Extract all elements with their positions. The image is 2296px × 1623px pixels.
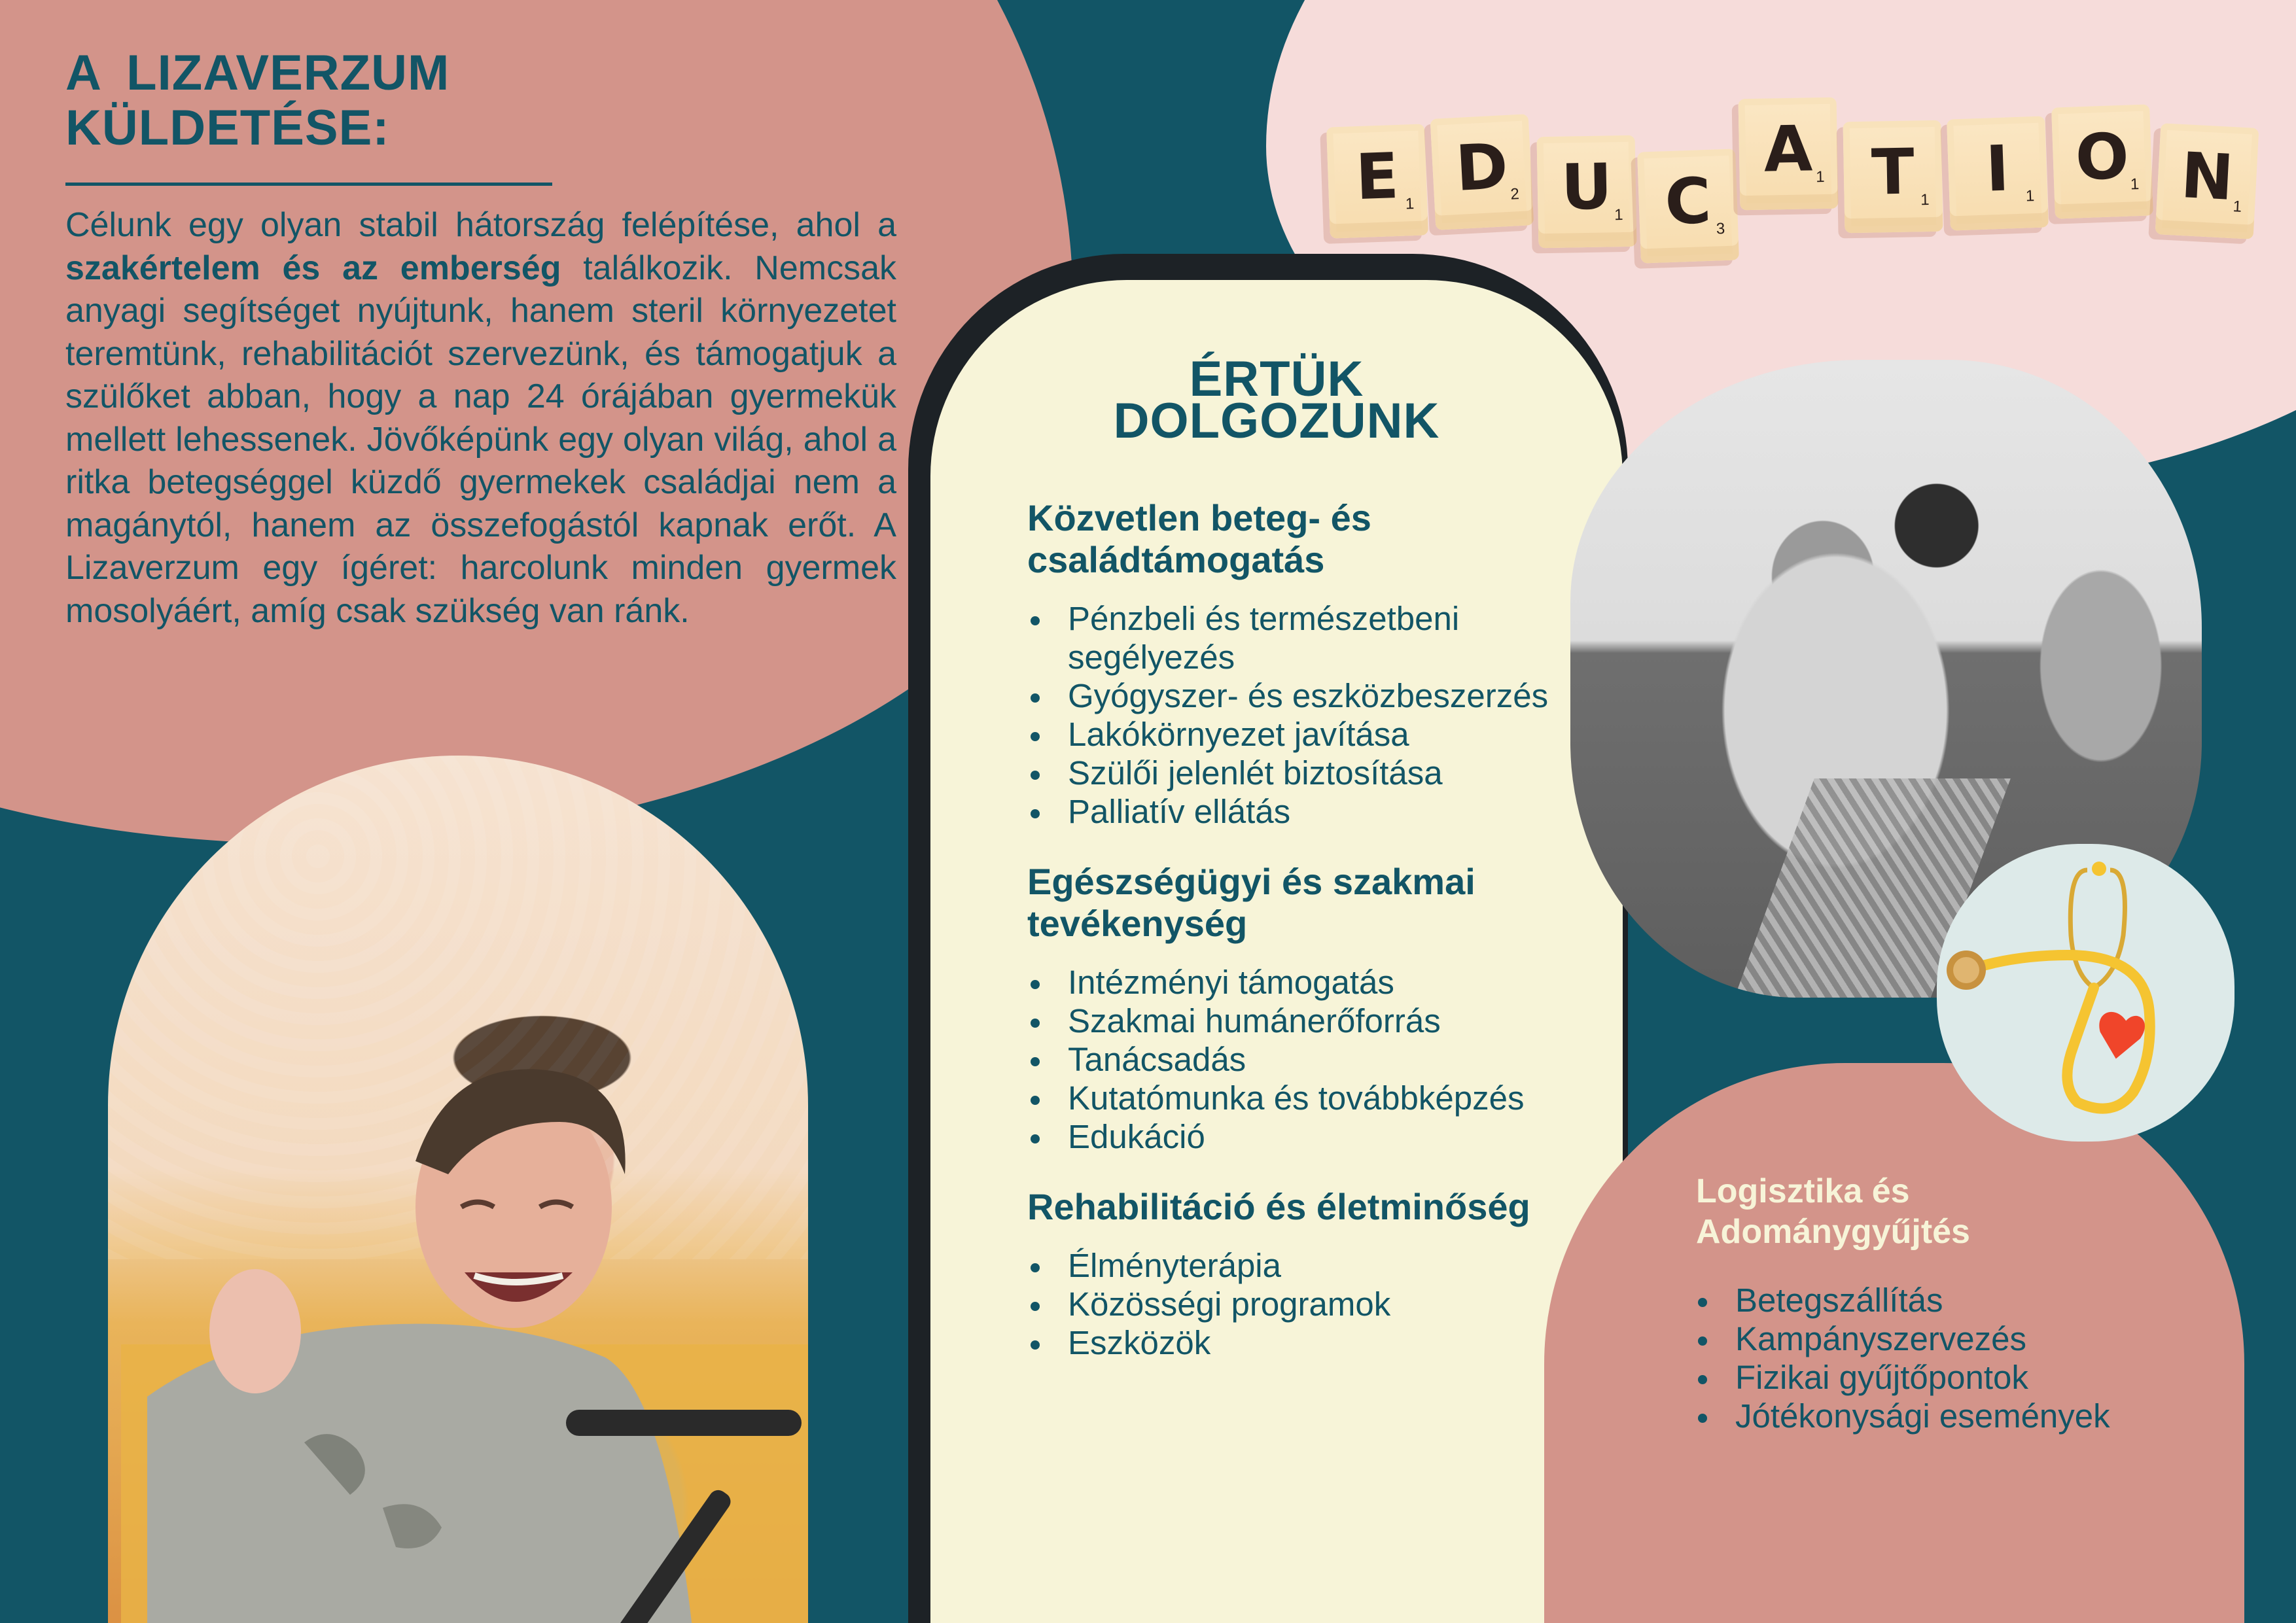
logistics-bullets — [1695, 1281, 2192, 1435]
list-item: Intézményi támogatás — [1027, 963, 1603, 1002]
boy-photo — [108, 756, 808, 1623]
mission-title: A LIZAVERZUM KÜLDETÉSE: — [65, 45, 450, 156]
mission-body-emphasis: szakértelem és az emberség — [65, 249, 561, 287]
mission-body — [65, 204, 896, 633]
title-divider — [65, 183, 552, 186]
card-title-line-1: ÉRTÜK — [1189, 351, 1364, 407]
rehabilitation-list — [1027, 1246, 1603, 1362]
list-item: Közösségi programok — [1027, 1285, 1603, 1323]
list-item: Betegszállítás — [1695, 1281, 2192, 1319]
education-tiles-photo — [1315, 92, 2257, 262]
mission-body-text-2: találkozik. Nemcsak anyagi segítséget nyújtunk, hanem steril környezetet teremtünk, rehabilitációt szervezünk, és támogatjuk a szülőket abban, hogy a nap 24 órájában gyermekük mellett lehessenek. Jövőképünk egy olyan világ, ahol a ritka betegséggel küzdő gyermekek családjai nem a magánytól, hanem az összefogástól kapnak erőt. A Lizaverzum egy ígéret: harcolunk minden gyermek mosolyáért, amíg csak szükség van ránk. — [65, 249, 896, 630]
letter-tile: I 1 — [1947, 116, 2049, 230]
stethoscope-photo — [1937, 844, 2234, 1142]
list-item: Pénzbeli és természetbeni segélyezés — [1027, 599, 1603, 676]
logistics-list — [1695, 1281, 2192, 1465]
letter-tile: A 1 — [1739, 97, 1839, 211]
list-item: Élményterápia — [1027, 1246, 1603, 1285]
letter-tile: U 1 — [1537, 135, 1637, 249]
direct-support-list — [1027, 599, 1603, 831]
section-heading-healthcare: Egészségügyi és szakmai tevékenység — [1027, 861, 1475, 944]
list-item: Edukáció — [1027, 1117, 1603, 1156]
boy-figure-illustration — [108, 756, 808, 1623]
stethoscope-icon — [1937, 844, 2234, 1142]
card-title — [930, 351, 1623, 449]
list-item: Fizikai gyűjtőpontok — [1695, 1358, 2192, 1397]
mission-body-text-1: Célunk egy olyan stabil hátország felépítése, ahol a — [65, 206, 896, 244]
services-list — [1027, 497, 1603, 1392]
list-item: Eszközök — [1027, 1323, 1603, 1362]
list-item: Szülői jelenlét biztosítása — [1027, 754, 1603, 792]
healthcare-list — [1027, 963, 1603, 1156]
list-item: Kutatómunka és továbbképzés — [1027, 1079, 1603, 1117]
list-item: Kampányszervezés — [1695, 1319, 2192, 1358]
list-item: Palliatív ellátás — [1027, 792, 1603, 831]
list-item: Gyógyszer- és eszközbeszerzés — [1027, 676, 1603, 715]
section-heading-direct-support: Közvetlen beteg- és családtámogatás — [1027, 497, 1371, 580]
list-item: Lakókörnyezet javítása — [1027, 715, 1603, 754]
letter-tile: D 2 — [1430, 114, 1534, 230]
letter-tile: E 1 — [1326, 124, 1428, 238]
list-item: Jótékonysági események — [1695, 1397, 2192, 1435]
letter-tile: O 1 — [2051, 104, 2153, 218]
card-title-line-2: DOLGOZUNK — [1113, 393, 1440, 449]
logistics-heading: Logisztika és Adománygyűjtés — [1696, 1172, 1970, 1251]
list-item: Szakmai humánerőforrás — [1027, 1002, 1603, 1040]
letter-tile: T 1 — [1843, 120, 1943, 234]
section-heading-rehabilitation: Rehabilitáció és életminőség — [1027, 1186, 1530, 1227]
letter-tile: C 3 — [1637, 148, 1739, 263]
list-item: Tanácsadás — [1027, 1040, 1603, 1079]
letter-tile: N 1 — [2155, 123, 2259, 239]
